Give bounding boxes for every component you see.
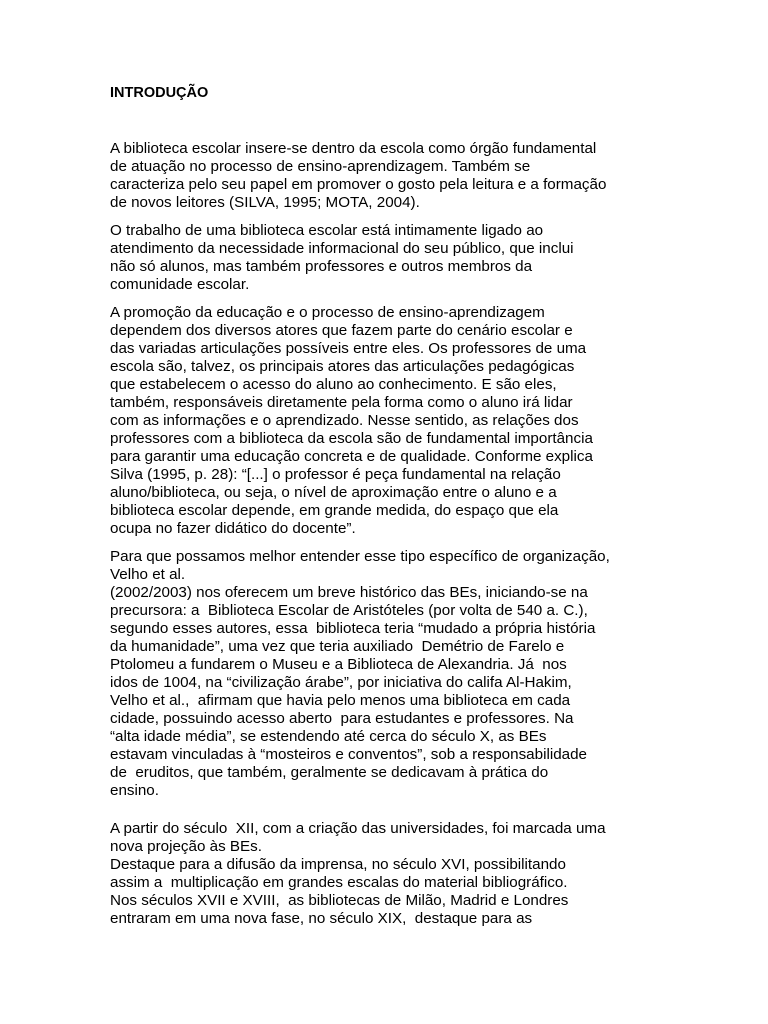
text-line: não só alunos, mas também professores e outros membros da: [110, 258, 533, 275]
text-line: de atuação no processo de ensino-aprendizagem. Também se: [110, 158, 531, 175]
text-line: aluno/biblioteca, ou seja, o nível de aproximação entre o aluno e a: [110, 484, 557, 501]
paragraph-2: [110, 222, 650, 294]
text-line: ensino.: [110, 782, 159, 799]
text-line: A biblioteca escolar insere-se dentro da escola como órgão fundamental: [110, 140, 597, 157]
document-body: [110, 84, 650, 928]
page-title: INTRODUÇÃO: [110, 85, 209, 101]
text-line: Para que possamos melhor entender esse tipo específico de organização,: [110, 548, 610, 565]
text-line: atendimento da necessidade informacional do seu público, que inclui: [110, 240, 574, 257]
text-line: da humanidade”, uma vez que teria auxiliado Demétrio de Farelo e: [110, 638, 565, 655]
text-line: biblioteca escolar depende, em grande medida, do espaço que ela: [110, 502, 559, 519]
text-line: ocupa no fazer didático do docente”.: [110, 520, 356, 537]
text-line: entraram em uma nova fase, no século XIX, destaque para as: [110, 910, 533, 927]
paragraph-gap: [110, 294, 650, 304]
text-line: segundo esses autores, essa biblioteca teria “mudado a própria história: [110, 620, 596, 637]
text-line: Nos séculos XVII e XVIII, as bibliotecas de Milão, Madrid e Londres: [110, 892, 569, 909]
text-line: nova projeção às BEs.: [110, 838, 262, 855]
paragraph-1: [110, 140, 650, 212]
text-line: Destaque para a difusão da imprensa, no século XVI, possibilitando: [110, 856, 566, 873]
text-line: idos de 1004, na “civilização árabe”, por iniciativa do califa Al-Hakim,: [110, 674, 572, 691]
text-line: A promoção da educação e o processo de ensino-aprendizagem: [110, 304, 545, 321]
text-line: Velho et al., afirmam que havia pelo menos uma biblioteca em cada: [110, 692, 571, 709]
text-line: de eruditos, que também, geralmente se dedicavam à prática do: [110, 764, 549, 781]
text-line: que estabelecem o acesso do aluno ao conhecimento. E são eles,: [110, 376, 557, 393]
text-line: O trabalho de uma biblioteca escolar está intimamente ligado ao: [110, 222, 544, 239]
text-line: escola são, talvez, os principais atores das articulações pedagógicas: [110, 358, 575, 375]
text-line: (2002/2003) nos oferecem um breve histórico das BEs, iniciando-se na: [110, 584, 588, 601]
title-gap: [110, 102, 650, 140]
text-line: Velho et al.: [110, 566, 186, 583]
paragraph-gap: [110, 212, 650, 222]
text-line: comunidade escolar.: [110, 276, 250, 293]
paragraph-4: [110, 548, 650, 800]
paragraph-5: [110, 820, 650, 928]
paragraph-gap: [110, 800, 650, 820]
text-line: Ptolomeu a fundarem o Museu e a Biblioteca de Alexandria. Já nos: [110, 656, 567, 673]
text-line: das variadas articulações possíveis entre eles. Os professores de uma: [110, 340, 587, 357]
text-line: também, responsáveis diretamente pela forma como o aluno irá lidar: [110, 394, 573, 411]
text-line: precursora: a Biblioteca Escolar de Aristóteles (por volta de 540 a. C.),: [110, 602, 588, 619]
text-line: caracteriza pelo seu papel em promover o gosto pela leitura e a formação: [110, 176, 607, 193]
text-line: professores com a biblioteca da escola são de fundamental importância: [110, 430, 593, 447]
text-line: Silva (1995, p. 28): “[...] o professor é peça fundamental na relação: [110, 466, 561, 483]
text-line: dependem dos diversos atores que fazem parte do cenário escolar e: [110, 322, 573, 339]
text-line: “alta idade média”, se estendendo até cerca do século X, as BEs: [110, 728, 547, 745]
text-line: assim a multiplicação em grandes escalas do material bibliográfico.: [110, 874, 568, 891]
paragraph-gap: [110, 538, 650, 548]
text-line: estavam vinculadas à “mosteiros e conventos”, sob a responsabilidade: [110, 746, 587, 763]
text-line: cidade, possuindo acesso aberto para estudantes e professores. Na: [110, 710, 574, 727]
text-line: para garantir uma educação concreta e de qualidade. Conforme explica: [110, 448, 593, 465]
text-line: de novos leitores (SILVA, 1995; MOTA, 2004).: [110, 194, 420, 211]
text-line: com as informações e o aprendizado. Nesse sentido, as relações dos: [110, 412, 579, 429]
text-line: A partir do século XII, com a criação das universidades, foi marcada uma: [110, 820, 606, 837]
paragraph-3: [110, 304, 650, 538]
